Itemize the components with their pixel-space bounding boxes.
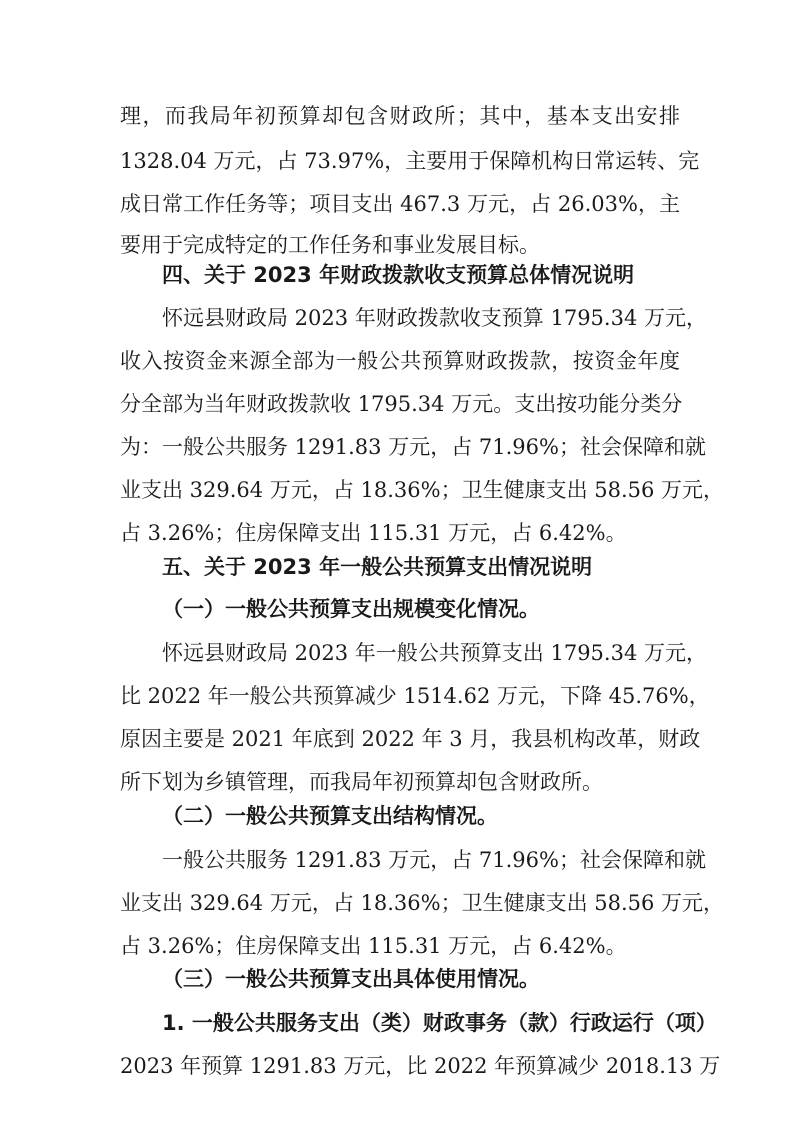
subheading-2: （二）一般公共预算支出结构情况。 bbox=[162, 804, 498, 828]
body-text-line: 分全部为当年财政拨款收 1795.34 万元。支出按功能分类分 bbox=[120, 392, 683, 416]
body-text-line: 业支出 329.64 万元，占 18.36%；卫生健康支出 58.56 万元， bbox=[120, 891, 725, 915]
subheading-3: （三）一般公共预算支出具体使用情况。 bbox=[162, 967, 540, 991]
subheading-1: （一）一般公共预算支出规模变化情况。 bbox=[162, 597, 540, 621]
body-text-line: 2023 年预算 1291.83 万元，比 2022 年预算减少 2018.13 万 bbox=[120, 1054, 721, 1078]
body-text-line: 怀远县财政局 2023 年财政拨款收支预算 1795.34 万元， bbox=[162, 306, 707, 330]
section-heading-4: 四、关于 2023 年财政拨款收支预算总体情况说明 bbox=[162, 263, 635, 287]
body-text-line: 比 2022 年一般公共预算减少 1514.62 万元，下降 45.76%， bbox=[120, 684, 710, 708]
body-text-line: 占 3.26%；住房保障支出 115.31 万元，占 6.42%。 bbox=[120, 521, 627, 545]
body-text-line: 原因主要是 2021 年底到 2022 年 3 月，我县机构改革，财政 bbox=[120, 727, 701, 751]
body-text-line: 怀远县财政局 2023 年一般公共预算支出 1795.34 万元， bbox=[162, 641, 707, 665]
body-text-line: 成日常工作任务等；项目支出 467.3 万元，占 26.03%，主 bbox=[120, 192, 680, 216]
body-text-line: 1328.04 万元，占 73.97%，主要用于保障机构日常运转、完 bbox=[120, 149, 700, 173]
body-text-line: 占 3.26%；住房保障支出 115.31 万元，占 6.42%。 bbox=[120, 934, 627, 958]
body-text-line: 一般公共服务 1291.83 万元，占 71.96%；社会保障和就 bbox=[162, 848, 706, 872]
body-text-line: 要用于完成特定的工作任务和事业发展目标。 bbox=[120, 233, 540, 257]
body-text-line: 为：一般公共服务 1291.83 万元，占 71.96%；社会保障和就 bbox=[120, 435, 706, 459]
item-heading: 1. 一般公共服务支出（类）财政事务（款）行政运行（项） bbox=[162, 1011, 717, 1035]
section-heading-5: 五、关于 2023 年一般公共预算支出情况说明 bbox=[162, 555, 593, 579]
body-text-line: 业支出 329.64 万元，占 18.36%；卫生健康支出 58.56 万元， bbox=[120, 478, 725, 502]
body-text-line: 收入按资金来源全部为一般公共预算财政拨款，按资金年度 bbox=[120, 349, 680, 373]
body-text-line: 所下划为乡镇管理，而我局年初预算却包含财政所。 bbox=[120, 770, 603, 794]
body-text-line: 理，而我局年初预算却包含财政所；其中，基本支出安排 bbox=[120, 104, 680, 128]
